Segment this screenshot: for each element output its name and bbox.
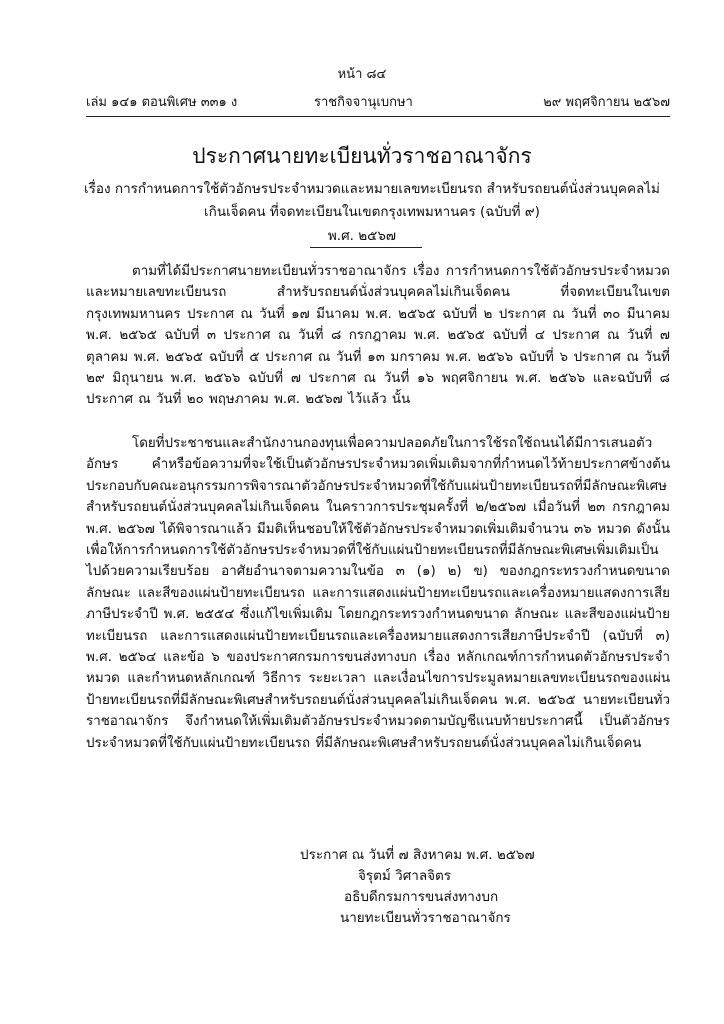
header-divider xyxy=(86,116,670,117)
volume-info: เล่ม ๑๔๑ ตอนพิเศษ ๓๓๑ ง xyxy=(86,95,238,110)
signatory-position: อธิบดีกรมการขนส่งทางบก xyxy=(344,889,499,905)
announcement-title: ประกาศนายทะเบียนทั่วราชอาณาจักร xyxy=(192,144,532,168)
publication-date: ๒๙ พฤศจิกายน ๒๕๖๗ xyxy=(543,95,670,110)
body-paragraph-1: ตามที่ได้มีประกาศนายทะเบียนทั่วราชอาณาจักร เรื่อง การกำหนดการใช้ตัวอักษรประจำหมวดและหมายเลขทะเบียนรถ สำหรับรถยนต์นั่งส่วนบุคคลไม่เกินเจ็ดคน ที่จดทะเบียนในเขตกรุงเทพมหานคร ประกาศ ณ วันที่ ๑๗ มีนาคม พ.ศ. ๒๕๖๕ ฉบับที่ ๒ ประกาศ ณ วันที่ ๓๐ มีนาคม พ.ศ. ๒๕๖๕ ฉบับที่ ๓ ประกาศ ณ วันที่ ๘ กรกฎาคม พ.ศ. ๒๕๖๕ ฉบับที่ ๔ ประกาศ ณ วันที่ ๗ ตุลาคม พ.ศ. ๒๕๖๕ ฉบับที่ ๕ ประกาศ ณ วันที่ ๑๓ มกราคม พ.ศ. ๒๕๖๖ ฉบับที่ ๖ ประกาศ ณ วันที่ ๒๙ มิถุนายน พ.ศ. ๒๕๖๖ ฉบับที่ ๗ ประกาศ ณ วันที่ ๑๖ พฤศจิกายน พ.ศ. ๒๕๖๖ และฉบับที่ ๘ ประกาศ ณ วันที่ ๒๐ พฤษภาคม พ.ศ. ๒๕๖๗ ไว้แล้ว นั้น xyxy=(86,264,670,408)
body-paragraph-2: โดยที่ประชาชนและสำนักงานกองทุนเพื่อความปลอดภัยในการใช้รถใช้ถนนได้มีการเสนอตัวอักษร คำหรือข้อความที่จะใช้เป็นตัวอักษรประจำหมวดเพิ่มเติมจากที่กำหนดไว้ท้ายประกาศข้างต้น ประกอบกับคณะอนุกรรมการพิจารณาตัวอักษรประจำหมวดที่ใช้กับแผ่นป้ายทะเบียนรถที่มีลักษณะพิเศษสำหรับรถยนต์นั่งส่วนบุคคลไม่เกินเจ็ดคน ในคราวการประชุมครั้งที่ ๒/๒๕๖๗ เมื่อวันที่ ๒๓ กรกฎาคม พ.ศ. ๒๕๖๗ ได้พิจารณาแล้ว มีมติเห็นชอบให้ใช้ตัวอักษรประจำหมวดเพิ่มเติมจำนวน ๓๖ หมวด ดังนั้น เพื่อให้การกำหนดการใช้ตัวอักษรประจำหมวดที่ใช้กับแผ่นป้ายทะเบียนรถที่มีลักษณะพิเศษเพิ่มเติมเป็นไปด้วยความเรียบร้อย อาศัยอำนาจตามความในข้อ ๓ (๑) ๒) ข) ของกฎกระทรวงกำหนดขนาด ลักษณะ และสีของแผ่นป้ายทะเบียนรถ และการแสดงแผ่นป้ายทะเบียนรถและเครื่องหมายแสดงการเสียภาษีประจำปี พ.ศ. ๒๕๕๔ ซึ่งแก้ไขเพิ่มเติม โดยกฎกระทรวงกำหนดขนาด ลักษณะ และสีของแผ่นป้ายทะเบียนรถ และการแสดงแผ่นป้ายทะเบียนรถและเครื่องหมายแสดงการเสียภาษีประจำปี (ฉบับที่ ๓) พ.ศ. ๒๕๖๔ และข้อ ๖ ของประกาศกรมการขนส่งทางบก เรื่อง หลักเกณฑ์การกำหนดตัวอักษรประจำหมวด และกำหนดหลักเกณฑ์ วิธีการ ระยะเวลา และเงื่อนไขการประมูลหมายเลขทะเบียนรถของแผ่นป้ายทะเบียนรถที่มีลักษณะพิเศษสำหรับรถยนต์นั่งส่วนบุคคลไม่เกินเจ็ดคน พ.ศ. ๒๕๖๕ นายทะเบียนทั่วราชอาณาจักร จึงกำหนดให้เพิ่มเติมตัวอักษรประจำหมวดตามบัญชีแนบท้ายประกาศนี้ เป็นตัวอักษรประจำหมวดที่ใช้กับแผ่นป้ายทะเบียนรถ ที่มีลักษณะพิเศษสำหรับรถยนต์นั่งส่วนบุคคลไม่เกินเจ็ดคน xyxy=(86,436,670,751)
signature-block xyxy=(300,845,660,929)
page-number: หน้า ๘๔ xyxy=(337,67,387,82)
gazette-header xyxy=(86,94,670,112)
gazette-name: ราชกิจจานุเบกษา xyxy=(314,95,413,110)
signatory-name: จิรุตม์ วิศาลจิตร xyxy=(358,868,452,884)
signatory-title: นายทะเบียนทั่วราชอาณาจักร xyxy=(340,910,511,926)
signing-date: ประกาศ ณ วันที่ ๗ สิงหาคม พ.ศ. ๒๕๖๗ xyxy=(300,847,535,863)
title-divider xyxy=(310,247,422,248)
announcement-year: พ.ศ. ๒๕๖๗ xyxy=(327,228,397,244)
announcement-subject: เรื่อง การกำหนดการใช้ตัวอักษรประจำหมวดและหมายเลขทะเบียนรถ สำหรับรถยนต์นั่งส่วนบุคคลไม่เกินเจ็ดคน ที่จดทะเบียนในเขตกรุงเทพมหานคร (ฉบับที่ ๙) xyxy=(84,181,660,220)
